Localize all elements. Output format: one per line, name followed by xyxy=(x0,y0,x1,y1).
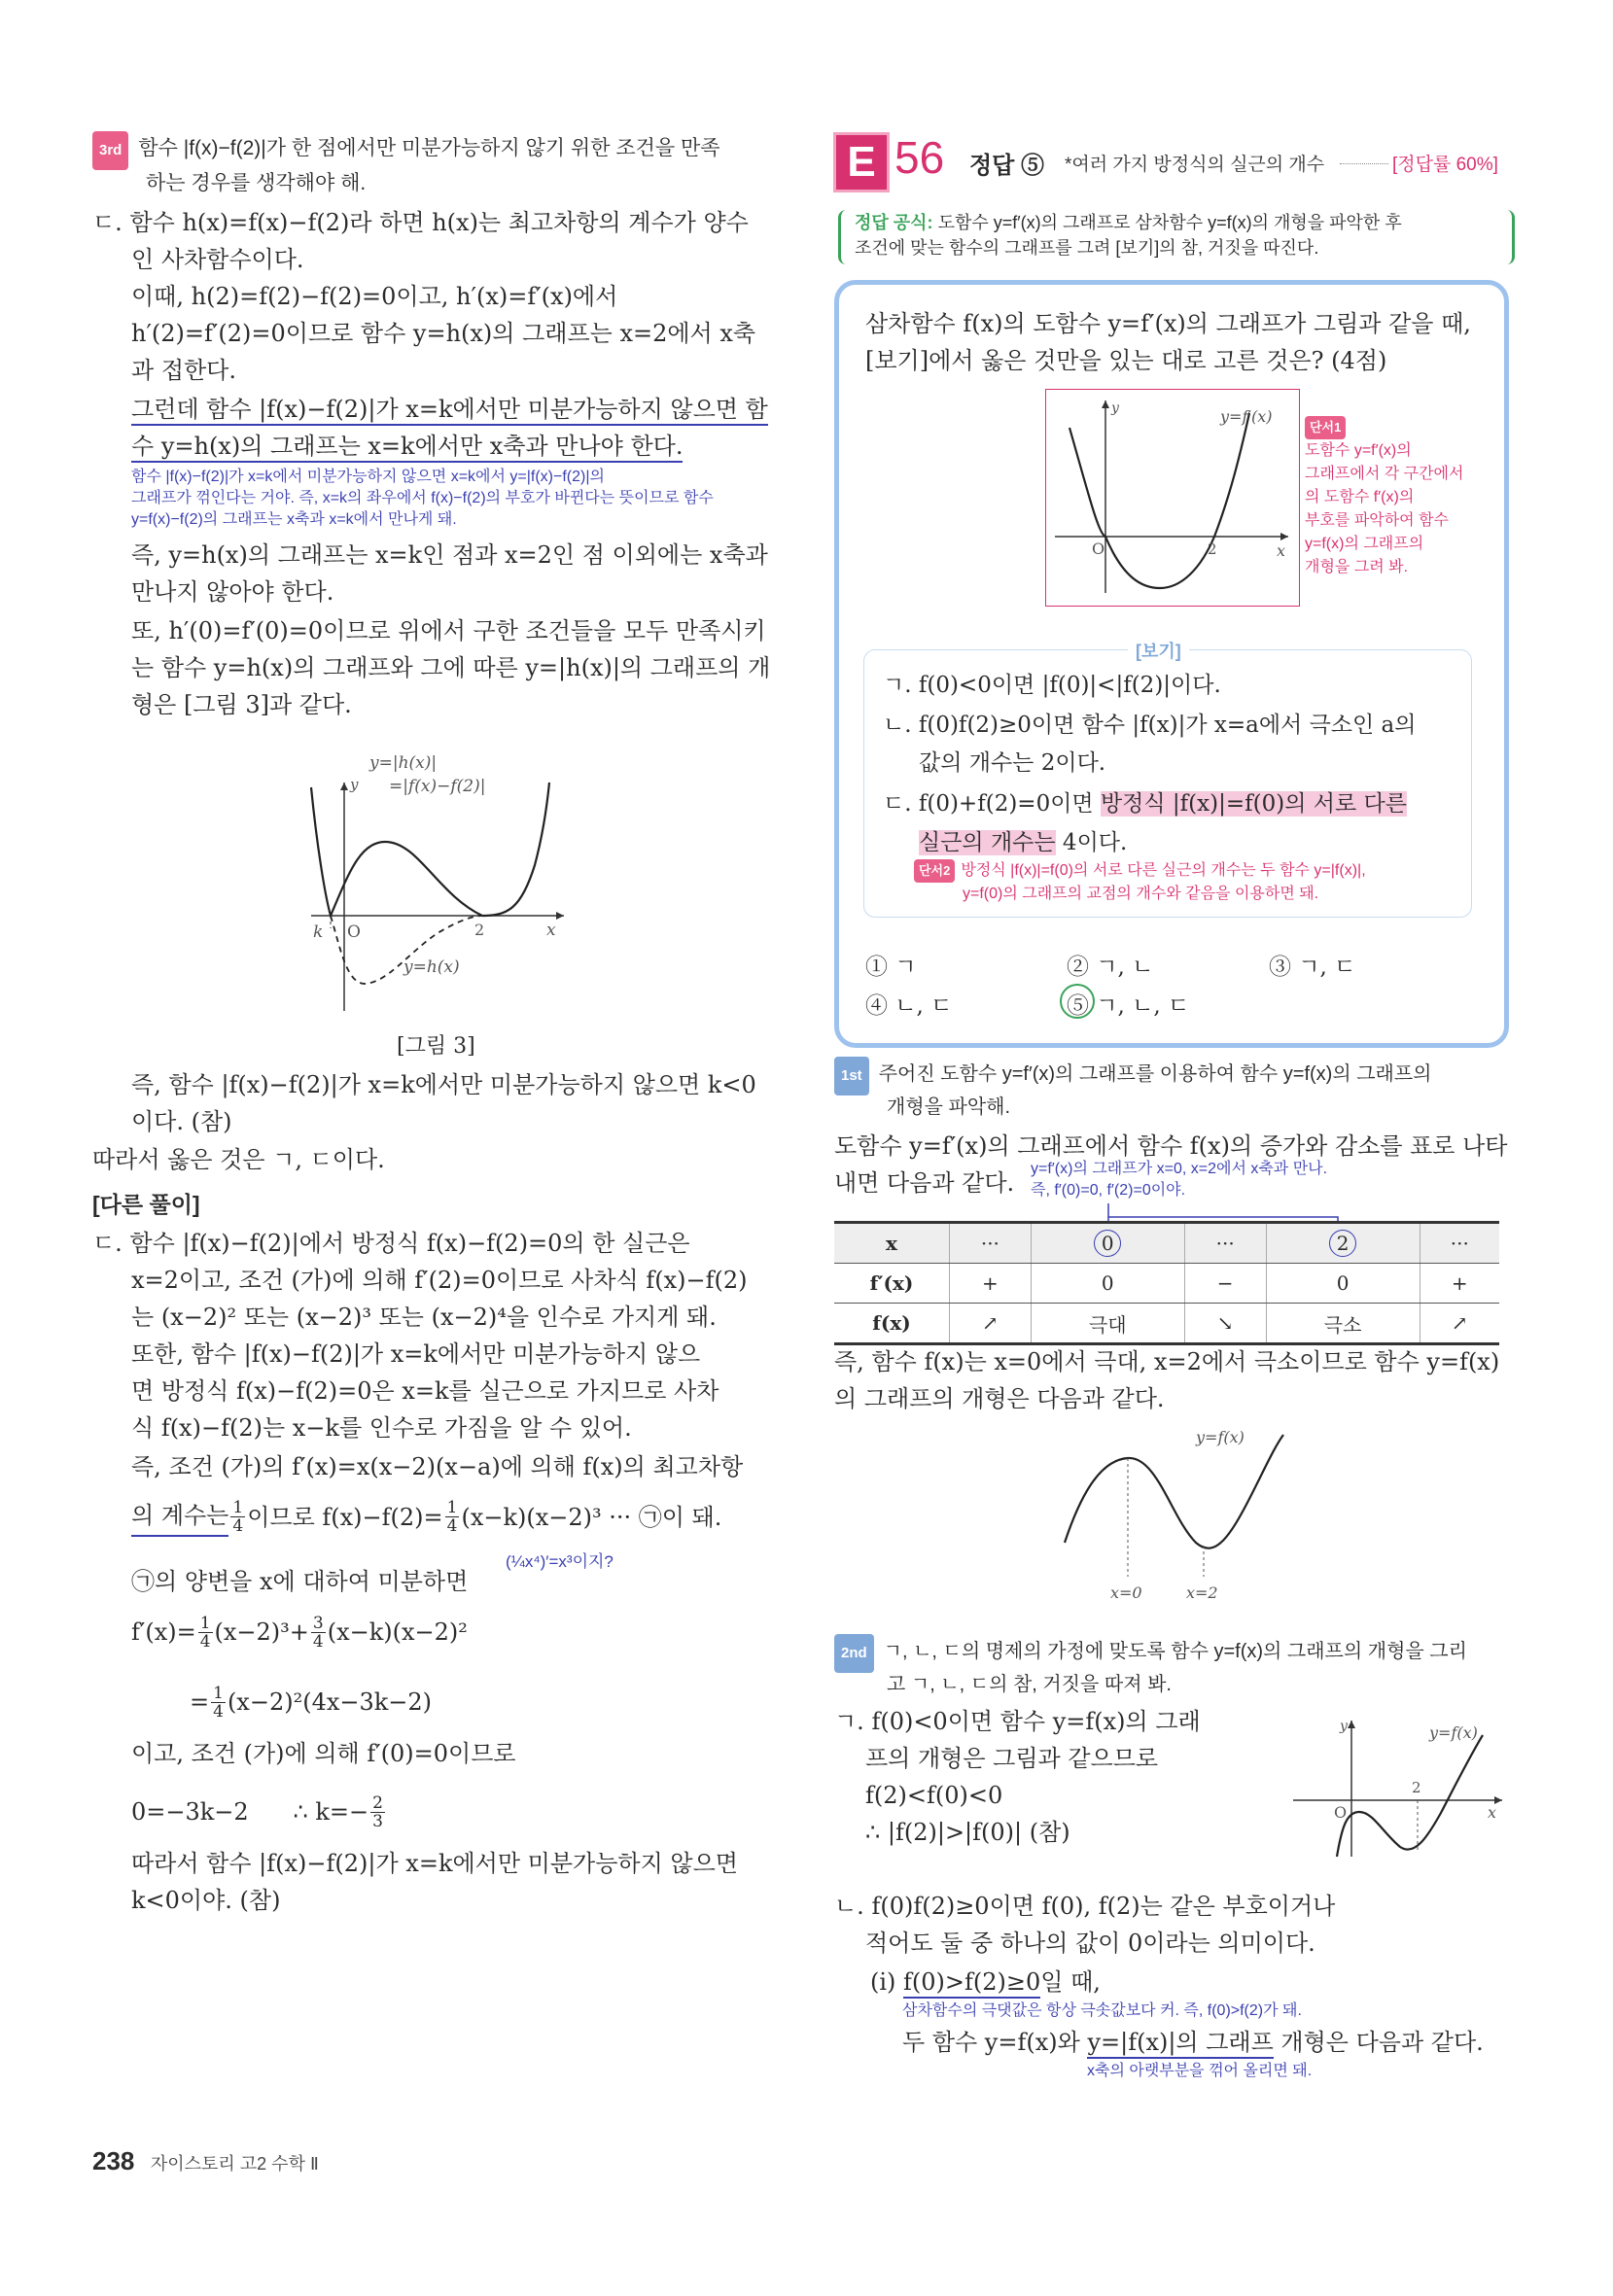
clue1-line5: y=f(x)의 그래프의 xyxy=(1305,536,1424,552)
n-line3-a: (i) xyxy=(870,1968,904,1996)
n-line4 xyxy=(902,2024,1484,2061)
a-line10-frac2 xyxy=(311,1615,326,1651)
fig3-origin: O xyxy=(347,922,361,942)
n-note2: x축의 아랫부분을 꺾어 올리면 돼. xyxy=(1087,2063,1313,2079)
clue1-line3: 의 도함수 f′(x)의 xyxy=(1305,489,1415,505)
s1-tag: 1st xyxy=(834,1057,869,1096)
step3-line2: 하는 경우를 생각해야 해. xyxy=(146,172,367,194)
question-line1: 삼차함수 f(x)의 도함수 y=f′(x)의 그래프가 그림과 같을 때, xyxy=(865,310,1471,337)
cubic-graph-x0: x=0 xyxy=(1110,1583,1142,1602)
table-row xyxy=(834,1304,1499,1344)
n-line3-c: 일 때, xyxy=(1040,1968,1101,1996)
table-cell: ↗ xyxy=(950,1304,1032,1344)
frac-den: 4 xyxy=(199,1631,211,1652)
c-line6-text: 그런데 함수 |f(x)−f(2)|가 x=k에서만 미분가능하지 않으면 함 xyxy=(131,396,768,426)
a-line10-frac1 xyxy=(198,1615,213,1651)
c-line7-text: 수 y=h(x)의 그래프는 x=k에서만 x축과 만나야 한다. xyxy=(131,433,683,463)
table-cell xyxy=(1031,1223,1184,1264)
n-line1: ㄴ. f(0)f(2)≥0이면 f(0), f(2)는 같은 부호이거나 xyxy=(834,1893,1336,1920)
clue1-line2: 그래프에서 각 구간에서 xyxy=(1305,466,1464,482)
frac-den: 4 xyxy=(213,1701,224,1722)
frac-den: 3 xyxy=(372,1811,383,1831)
fig3-hx-label: y=h(x) xyxy=(403,957,460,977)
a-line8-a: 의 계수는 xyxy=(131,1497,228,1537)
a-line10-c: (x−k)(x−2)² xyxy=(327,1618,468,1646)
alt-solution-title: [다른 풀이] xyxy=(92,1192,200,1217)
case-a-graph-y: y xyxy=(1340,1719,1348,1734)
table-cell: 0 xyxy=(1031,1264,1184,1304)
c-line4: h′(2)=f′(2)=0이므로 함수 y=h(x)의 그래프는 x=2에서 x축 xyxy=(131,320,756,347)
clue1-line4: 부호를 파악하여 함수 xyxy=(1305,512,1449,529)
s2-text: ㄱ, ㄴ, ㄷ의 명제의 가정에 맞도록 함수 y=f(x)의 그래프의 개형을 그리 xyxy=(883,1641,1467,1662)
s1-note xyxy=(1031,1159,1327,1201)
fig3-label-1: y=|h(x)| xyxy=(369,753,438,773)
table-cell: + xyxy=(1420,1264,1499,1304)
table-cell xyxy=(1266,1223,1420,1264)
n-note1: 삼차함수의 극댓값은 항상 극솟값보다 커. 즉, f(0)>f(2)가 돼. xyxy=(902,2002,1302,2019)
table-cell: ··· xyxy=(1184,1223,1266,1264)
a-line12: 이고, 조건 (가)에 의해 f′(0)=0이므로 xyxy=(131,1740,516,1767)
s1-text: 주어진 도함수 y=f′(x)의 그래프를 이용하여 함수 y=f(x)의 그래프의 xyxy=(878,1063,1432,1085)
c-line9: 만나지 않아야 한다. xyxy=(131,578,334,606)
s1-line2: 개형을 파악해. xyxy=(887,1096,1011,1118)
c-line8: 즉, y=h(x)의 그래프는 x=k인 점과 x=2인 점 이외에는 x축과 xyxy=(131,541,768,569)
clue2-tag: 단서2 xyxy=(914,859,955,883)
c-line10: 또, h′(0)=f′(0)=0이므로 위에서 구한 조건들을 모두 만족시키 xyxy=(131,617,766,644)
topic-label: *여러 가지 방정식의 실근의 개수 xyxy=(1065,155,1325,175)
n-line3-b: f(0)>f(2)≥0 xyxy=(903,1968,1040,1999)
a-line8 xyxy=(131,1497,721,1537)
table-cell: + xyxy=(950,1264,1032,1304)
cubic-graph-label: y=f(x) xyxy=(1196,1428,1245,1446)
table-cell-circled: 2 xyxy=(1329,1230,1356,1257)
a-line11-b: (x−2)²(4x−3k−2) xyxy=(227,1688,433,1716)
g-line4: ∴ |f(2)|>|f(0)| (참) xyxy=(865,1819,1070,1846)
clue1 xyxy=(1305,416,1463,579)
step3-line1 xyxy=(92,130,720,170)
c-line14: 이다. (참) xyxy=(131,1108,232,1135)
table-row xyxy=(834,1264,1499,1304)
g-line3: f(2)<f(0)<0 xyxy=(865,1782,1003,1809)
fig3-y-label: y xyxy=(350,776,359,793)
n-line4-a: 두 함수 y=f(x)와 xyxy=(902,2029,1088,2056)
clue2-line1: 방정식 |f(x)|=f(0)의 서로 다른 실근의 개수는 두 함수 y=|f(x)|, xyxy=(961,862,1366,879)
formula-line1 xyxy=(855,210,1512,235)
table-cell: x xyxy=(834,1223,950,1264)
table-row-header xyxy=(834,1223,1499,1264)
note1-line2: 그래프가 꺾인다는 거야. 즉, x=k의 좌우에서 f(x)−f(2)의 부호가 바뀐다는 뜻이므로 함수 xyxy=(131,490,714,506)
s1-line4: 내면 다음과 같다. xyxy=(834,1169,1015,1197)
table-cell: − xyxy=(1184,1264,1266,1304)
cubic-shape-graph xyxy=(1050,1421,1303,1606)
note1 xyxy=(131,467,714,531)
a-line8-b: 이므로 f(x)−f(2)= xyxy=(247,1503,443,1531)
c-line6 xyxy=(131,391,768,428)
s2-tag: 2nd xyxy=(834,1634,874,1673)
frac-num: 1 xyxy=(213,1683,224,1703)
formula-text1: 도함수 y=f′(x)의 그래프로 삼차함수 y=f(x)의 개형을 파악한 후 xyxy=(937,213,1402,232)
a-line10-a: f′(x)= xyxy=(131,1618,196,1646)
bogi-item3-b: 실근의 개수는 xyxy=(919,830,1056,855)
problem-number: 56 xyxy=(894,132,945,183)
s1-line6: 의 그래프의 개형은 다음과 같다. xyxy=(834,1385,1165,1412)
table-cell: f(x) xyxy=(834,1304,950,1344)
derivative-graph-y: y xyxy=(1111,400,1119,416)
case-a-graph-origin: O xyxy=(1334,1803,1348,1822)
derivative-graph-label: y=f′(x) xyxy=(1220,407,1273,426)
formula-line2: 조건에 맞는 함수의 그래프를 그려 [보기]의 참, 거짓을 따진다. xyxy=(855,238,1319,258)
a-line6: 식 f(x)−f(2)는 x−k를 인수로 가짐을 알 수 있어. xyxy=(131,1414,632,1442)
correct-rate: [정답률 60%] xyxy=(1392,155,1498,175)
s1-note-line2: 즉, f′(0)=0, f′(2)=0이야. xyxy=(1031,1182,1186,1199)
a-line13 xyxy=(131,1793,387,1830)
clue1-tag: 단서1 xyxy=(1305,416,1346,439)
table-cell: f′(x) xyxy=(834,1264,950,1304)
derivative-graph-x: x xyxy=(1277,541,1286,560)
frac-num: 1 xyxy=(232,1498,244,1517)
case-a-graph xyxy=(1283,1711,1507,1866)
a-line7: 즉, 조건 (가)의 f′(x)=x(x−2)(x−a)에 의해 f(x)의 최고차항 xyxy=(131,1453,744,1480)
a-line8-c: (x−k)(x−2)³ ··· ㉠이 돼. xyxy=(461,1503,722,1531)
a-line10-b: (x−2)³+ xyxy=(214,1618,309,1646)
n-line4-c: 개형은 다음과 같다. xyxy=(1273,2029,1484,2056)
n-line2: 적어도 둘 중 하나의 값이 0이라는 의미이다. xyxy=(865,1930,1315,1957)
a-line15: k<0이야. (참) xyxy=(131,1887,281,1914)
table-cell: 극대 xyxy=(1031,1304,1184,1344)
a-line11 xyxy=(190,1684,432,1721)
c-line1: ㄷ. 함수 h(x)=f(x)−f(2)라 하면 h(x)는 최고차항의 계수가 양수 xyxy=(92,209,749,236)
c-line11: 는 함수 y=h(x)의 그래프와 그에 따른 y=|h(x)|의 그래프의 개 xyxy=(131,654,771,681)
note1-line3: y=f(x)−f(2)의 그래프는 x축과 x=k에서 만나게 돼. xyxy=(131,511,457,528)
c-line3: 이때, h(2)=f(2)−f(2)=0이고, h′(x)=f′(x)에서 xyxy=(131,283,618,310)
table-cell: ··· xyxy=(950,1223,1032,1264)
bogi-item1: ㄱ. f(0)<0이면 |f(0)|<|f(2)|이다. xyxy=(883,673,1221,698)
n-line3 xyxy=(870,1964,1101,2000)
a-line8-frac1 xyxy=(230,1499,245,1535)
table-cell: 극소 xyxy=(1266,1304,1420,1344)
c-line15: 따라서 옳은 것은 ㄱ, ㄷ이다. xyxy=(92,1146,385,1173)
a-line2: x=2이고, 조건 (가)에 의해 f′(2)=0이므로 사차식 f(x)−f(2) xyxy=(131,1267,748,1294)
a-line13-frac xyxy=(370,1794,385,1830)
a-note: (¼x⁴)′=x³이지? xyxy=(506,1552,614,1571)
choice-5[interactable]: ⑤ ㄱ, ㄴ, ㄷ xyxy=(1067,993,1190,1019)
a-line9: ㉠의 양변을 x에 대하여 미분하면 xyxy=(131,1568,469,1595)
a-line11-a: = xyxy=(190,1688,210,1716)
case-a-graph-two: 2 xyxy=(1412,1779,1421,1796)
topic-leader xyxy=(1340,163,1388,164)
frac-num: 1 xyxy=(199,1613,211,1633)
clue2-line2: y=f(0)의 그래프의 교점의 개수와 같음을 이용하면 돼. xyxy=(963,886,1319,902)
c-line12: 형은 [그림 3]과 같다. xyxy=(131,691,352,718)
figure-3-caption: [그림 3] xyxy=(397,1034,475,1059)
a-line8-frac2 xyxy=(445,1499,460,1535)
c-line2: 인 사차함수이다. xyxy=(131,246,304,273)
frac-den: 4 xyxy=(232,1516,244,1536)
a-line11-frac xyxy=(211,1685,226,1721)
choice-2[interactable]: ② ㄱ, ㄴ xyxy=(1067,955,1154,980)
frac-num: 3 xyxy=(312,1613,324,1633)
table-cell-circled: 0 xyxy=(1094,1230,1121,1257)
derivative-graph-two: 2 xyxy=(1208,540,1217,558)
bogi-title: [보기] xyxy=(1128,638,1189,663)
table-cell: ··· xyxy=(1420,1223,1499,1264)
book-title: 자이스토리 고2 수학 Ⅱ xyxy=(150,2154,319,2174)
formula-label: 정답 공식: xyxy=(855,213,933,232)
c-line13: 즉, 함수 |f(x)−f(2)|가 x=k에서만 미분가능하지 않으면 k<0 xyxy=(131,1071,756,1098)
answer-formula xyxy=(838,210,1515,264)
increase-decrease-table xyxy=(834,1221,1499,1345)
bogi-item3-highlight: 방정식 |f(x)|=f(0)의 서로 다른 xyxy=(1100,791,1407,817)
frac-den: 4 xyxy=(446,1516,458,1536)
bogi-item3-c: 4이다. xyxy=(1055,830,1128,855)
choice-3[interactable]: ③ ㄱ, ㄷ xyxy=(1269,955,1356,980)
c-line5: 과 접한다. xyxy=(131,357,236,384)
case-a-graph-label: y=f(x) xyxy=(1429,1723,1478,1742)
a-line10 xyxy=(131,1614,468,1651)
c-line7 xyxy=(131,428,683,465)
table-cell: ↘ xyxy=(1184,1304,1266,1344)
table-cell: ↗ xyxy=(1420,1304,1499,1344)
clue1-line6: 개형을 그려 봐. xyxy=(1305,559,1409,575)
choice-4[interactable]: ④ ㄴ, ㄷ xyxy=(865,993,953,1019)
bogi-item2-line1: ㄴ. f(0)f(2)≥0이면 함수 |f(x)|가 x=a에서 극소인 a의 xyxy=(883,713,1417,738)
clue2 xyxy=(914,859,1366,906)
answer-circle-mark xyxy=(1060,984,1095,1019)
s1-line3: 도함수 y=f′(x)의 그래프에서 함수 f(x)의 증가와 감소를 표로 나타 xyxy=(834,1132,1508,1160)
fig3-two: 2 xyxy=(474,921,485,939)
a-line14: 따라서 함수 |f(x)−f(2)|가 x=k에서만 미분가능하지 않으면 xyxy=(131,1850,738,1877)
a-line1: ㄷ. 함수 |f(x)−f(2)|에서 방정식 f(x)−f(2)=0의 한 실근은 xyxy=(92,1230,690,1257)
frac-num: 2 xyxy=(372,1792,383,1813)
derivative-graph-origin: O xyxy=(1092,539,1105,558)
problem-badge-e: E xyxy=(833,132,890,192)
s1-line5: 즉, 함수 f(x)는 x=0에서 극대, x=2에서 극소이므로 함수 y=f(x) xyxy=(834,1348,1500,1375)
step3-text: 함수 |f(x)−f(2)|가 한 점에서만 미분가능하지 않기 위한 조건을 만족 xyxy=(138,137,720,159)
step3-tag: 3rd xyxy=(92,131,128,170)
a-line5: 면 방정식 f(x)−f(2)=0은 x=k를 실근으로 가지므로 사차 xyxy=(131,1377,719,1405)
g-line1: ㄱ. f(0)<0이면 함수 y=f(x)의 그래 xyxy=(834,1708,1201,1735)
note1-line1: 함수 |f(x)−f(2)|가 x=k에서 미분가능하지 않으면 x=k에서 y=|f(x)−f(2)|의 xyxy=(131,469,605,485)
frac-den: 4 xyxy=(312,1631,324,1652)
bogi-item3-line2 xyxy=(919,824,1127,861)
frac-num: 1 xyxy=(446,1498,458,1517)
choice-1[interactable]: ① ㄱ xyxy=(865,955,917,980)
case-a-graph-x: x xyxy=(1488,1803,1497,1822)
figure-3-graph xyxy=(292,729,583,1021)
g-line2: 프의 개형은 그림과 같으므로 xyxy=(865,1745,1159,1772)
question-line2: [보기]에서 옳은 것만을 있는 대로 고른 것은? (4점) xyxy=(865,347,1387,374)
answer-label: 정답 ⑤ xyxy=(969,153,1045,179)
n-line4-b: y=|f(x)|의 그래프 xyxy=(1087,2029,1273,2059)
s1-note-line1: y=f′(x)의 그래프가 x=0, x=2에서 x축과 만나. xyxy=(1031,1161,1328,1177)
s2-line2: 고 ㄱ, ㄴ, ㄷ의 참, 거짓을 따져 봐. xyxy=(887,1674,1172,1695)
bogi-item3-a: ㄷ. f(0)+f(2)=0이면 xyxy=(883,791,1101,817)
page-footer xyxy=(92,2146,319,2176)
page-number: 238 xyxy=(92,2146,135,2175)
clue1-line1: 도함수 y=f′(x)의 xyxy=(1305,442,1412,459)
fig3-k-label: k xyxy=(313,922,324,942)
fig3-label-2: =|f(x)−f(2)| xyxy=(389,777,486,796)
a-line13-a: 0=−3k−2 ∴ k=− xyxy=(131,1798,369,1826)
a-line3: 는 (x−2)² 또는 (x−2)³ 또는 (x−2)⁴을 인수로 가지게 돼. xyxy=(131,1304,717,1331)
table-cell: 0 xyxy=(1266,1264,1420,1304)
bogi-item2-line2: 값의 개수는 2이다. xyxy=(919,750,1106,776)
cubic-graph-x2: x=2 xyxy=(1186,1583,1218,1602)
a-line4: 또한, 함수 |f(x)−f(2)|가 x=k에서만 미분가능하지 않으 xyxy=(131,1340,701,1368)
fig3-x-label: x xyxy=(546,921,556,940)
derivative-graph xyxy=(1045,389,1298,605)
bogi-item3-line1 xyxy=(883,785,1407,822)
